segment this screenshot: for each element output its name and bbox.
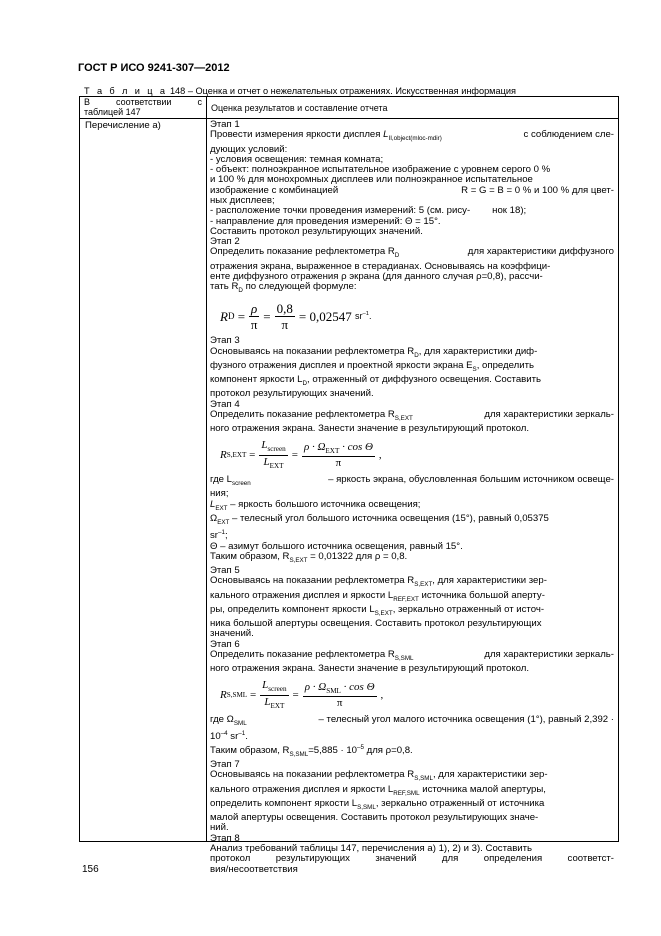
stage-7-title: Этап 7 (210, 759, 240, 771)
stage-4-line: ного отражения экрана. Занести значение в результирующий протокол. (210, 423, 530, 435)
header-ref-line-2: таблицей 147 (84, 106, 141, 117)
stage-3-title: Этап 3 (210, 335, 240, 347)
stage-5-line: Основываясь на показании рефлектометра $R_{S,EXT}$, для характеристики зер- (210, 575, 547, 589)
stage-8-line: Анализ требований таблицы 147, перечисления а) 1), 2) и 3). Составить (210, 842, 533, 854)
stage-6-line: Определить показание рефлектометра $R_{S,SML}$ для характеристики зеркаль- (210, 648, 614, 662)
table-caption (84, 86, 516, 96)
stage-4-line: ния; (210, 488, 229, 500)
enumeration-label: Перечисление а) (85, 120, 161, 131)
stage-8-line: протокол результирующих значений для определения соответст- (210, 853, 614, 865)
stage-3-line: Основываясь на показании рефлектометра $R_D$, для характеристики диф- (210, 345, 538, 359)
header-divider (80, 118, 618, 119)
stage-4-line: $sr^{-1}$; (210, 529, 228, 542)
stage-7-line: ний. (210, 822, 229, 834)
stage-1-line: Провести измерения яркости дисплея $L_{II,object(mloc-mdir)}$ с соблюдением сле- (210, 129, 614, 143)
caption-prefix: Т а б л и ц а (84, 86, 168, 96)
caption-text: 148 – Оценка и отчет о нежелательных отражениях. Искусственная информация (169, 86, 516, 96)
stage-1-line: - условия освещения: темная комната; (210, 153, 384, 165)
stage-1-line: дующих условий: (210, 143, 288, 155)
stage-4-line: Таким образом, $R_{S,EXT} = 0,01322$ для ρ = 0,8. (210, 550, 408, 564)
stage-5-line: кального отражения дисплея и яркости $L_{REF,EXT}$ источника большой аперту- (210, 589, 545, 603)
stage-6-line: ного отражения экрана. Занести значение в результирующий протокол. (210, 663, 530, 675)
formula-rs-ext: R S,EXT = $\frac{L_{screen}}{L_{EXT}}$ = $\frac{\rho \cdot \Omega_{EXT} \cdot \cos \Theta}{\pi}$ , (220, 439, 382, 470)
stage-4-line: Θ – азимут большого источника освещения, равный 15°. (210, 540, 463, 552)
stage-2-line: Определить показание рефлектометра $R_D$ для характеристики диффузного (210, 246, 614, 260)
stage-5-title: Этап 5 (210, 565, 240, 577)
stage-3-line: компонент яркости $L_D$, отраженный от диффузного освещения. Составить (210, 374, 542, 388)
stage-1-line: - расположение точки проведения измерений: 5 (см. рису- нок 18); (210, 205, 527, 217)
stage-1-line: изображение с комбинацией R = G = B = 0 % и 100 % для цвет- (210, 184, 614, 196)
stage-4-line: Определить показание рефлектометра $R_{S,EXT}$ для характеристики зеркаль- (210, 408, 614, 422)
formula-rd: R D = $\frac{\rho}{\pi}$ = $\frac{0,8}{\pi}$ = 0,02547 $sr^{-1}$. (220, 301, 372, 333)
stage-2-line: отражения экрана, выраженное в стерадианах. Основываясь на коэффици- (210, 260, 551, 272)
stage-2-title: Этап 2 (210, 236, 240, 248)
page-number: 156 (82, 864, 99, 875)
stage-6-title: Этап 6 (210, 638, 240, 650)
stage-4-line: $\Omega_{EXT}$ – телесный угол большого источника освещения (15°), равный 0,05375 (210, 512, 549, 526)
stage-6-line: где $\Omega_{SML}$ – телесный угол малого источника освещения (1°), равный 2,392 · (210, 714, 614, 727)
formula-rs-sml: R S,SML = $\frac{L_{screen}}{L_{EXT}}$ = $\frac{\rho \cdot \Omega_{SML} \cdot \cos \Theta}{\pi}$ , (220, 679, 384, 710)
stage-2-line: тать $R_D$ по следующей формуле: (210, 281, 357, 295)
stage-1-title: Этап 1 (210, 119, 240, 130)
header-ref-word-2: соответствии (116, 97, 172, 107)
stage-1-line: Составить протокол результирующих значений. (210, 225, 423, 237)
stage-1-line: - направление для проведения измерений: Θ = 15°. (210, 215, 441, 227)
evaluation-content (210, 120, 614, 875)
stage-7-line: Основываясь на показании рефлектометра $R_{S,SML}$, для характеристики зер- (210, 769, 548, 783)
stage-5-line: ры, определить компонент яркости $L_{S,EXT}$, зеркально отраженный от источ- (210, 603, 545, 617)
column-divider (206, 97, 207, 841)
stage-4-line: где $L_{screen}$ – яркость экрана, обусловленная большим источником освеще- (210, 474, 614, 488)
stage-1-line: - объект: полноэкранное испытательное изображение с уровнем серого 0 % (210, 164, 551, 176)
stage-4-line: $L_{EXT}$ – яркость большого источника освещения; (210, 498, 421, 512)
stage-1-line: и 100 % для монохромных дисплеев или полноэкранное испытательное (210, 174, 533, 186)
header-ref-word-3: с (197, 97, 202, 107)
stage-3-line: фузного отражения дисплея и проектной яркости экрана $E_S$, определить (210, 359, 535, 373)
stage-5-line: значений. (210, 628, 254, 640)
stage-6-line: $10^{-4}$ $sr^{-1}$. (210, 730, 248, 743)
stage-4-title: Этап 4 (210, 398, 240, 410)
stage-8-title: Этап 8 (210, 832, 240, 844)
stage-7-line: определить компонент яркости $L_{S,SML}$, зеркально отраженный от источника (210, 797, 545, 811)
stage-8-line: вия/несоответствия (210, 863, 298, 875)
stage-3-line: протокол результирующих значений. (210, 388, 374, 400)
stage-6-line: Таким образом, $R_{S,SML}=5,885 \cdot 10^{-5}$ для ρ=0,8. (210, 743, 413, 758)
stage-7-line: кального отражения дисплея и яркости $L_{REF,SML}$ источника малой апертуры, (210, 783, 546, 797)
standard-title: ГОСТ Р ИСО 9241-307—2012 (78, 62, 230, 74)
stage-2-line: енте диффузного отражения ρ экрана (для данного случая ρ=0,8), рассчи- (210, 270, 543, 282)
stage-5-line: ника большой апертуры освещения. Составить протокол результирующих (210, 617, 542, 629)
column-header-evaluation: Оценка результатов и составление отчета (211, 103, 388, 113)
column-header-reference (84, 98, 202, 117)
header-ref-word-1: В (84, 97, 91, 107)
stage-7-line: малой апертуры освещения. Составить протокол результирующих значе- (210, 812, 539, 824)
stage-1-line: ных дисплеев; (210, 194, 275, 206)
